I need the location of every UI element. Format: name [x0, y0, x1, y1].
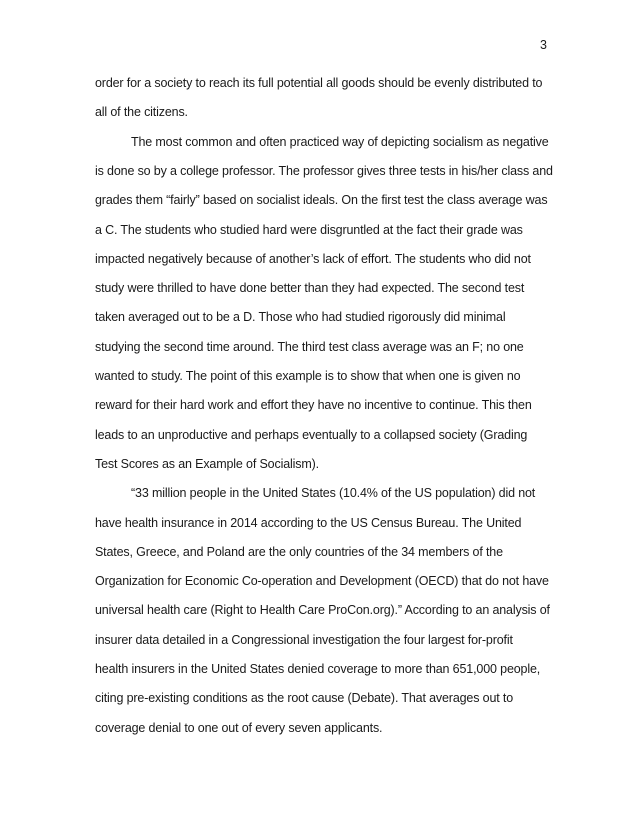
- text-line: leads to an unproductive and perhaps eventually to a collapsed society (Grading: [95, 427, 528, 442]
- text-line: universal health care (Right to Health Care ProCon.org).” According to an analysis of: [95, 603, 550, 618]
- page-number: 3: [540, 38, 547, 52]
- text-line: is done so by a college professor. The professor gives three tests in his/her class and: [95, 163, 553, 178]
- text-line: “33 million people in the United States (10.4% of the US population) did not: [131, 486, 536, 501]
- text-line: taken averaged out to be a D. Those who had studied rigorously did minimal: [95, 310, 506, 325]
- text-line: have health insurance in 2014 according to the US Census Bureau. The United: [95, 515, 522, 530]
- text-line: coverage denial to one out of every seven applicants.: [95, 720, 383, 735]
- text-line: a C. The students who studied hard were disgruntled at the fact their grade was: [95, 222, 523, 237]
- text-line: wanted to study. The point of this example is to show that when one is given no: [95, 369, 521, 383]
- text-line: Organization for Economic Co-operation and Development (OECD) that do not have: [95, 574, 549, 589]
- text-line: studying the second time around. The third test class average was an F; no one: [95, 339, 524, 354]
- text-line: reward for their hard work and effort they have no incentive to continue. This then: [95, 398, 532, 413]
- text-line: citing pre-existing conditions as the root cause (Debate). That averages out to: [95, 691, 514, 706]
- text-line: grades them “fairly” based on socialist ideals. On the first test the class average was: [95, 193, 548, 208]
- text-line: study were thrilled to have done better than they had expected. The second test: [95, 281, 525, 296]
- text-line: health insurers in the United States denied coverage to more than 651,000 people,: [95, 662, 541, 676]
- text-line: insurer data detailed in a Congressional investigation the four largest for-profit: [95, 632, 513, 647]
- text-line: Test Scores as an Example of Socialism).: [95, 456, 319, 471]
- text-line: all of the citizens.: [95, 105, 188, 120]
- text-line: impacted negatively because of another’s lack of effort. The students who did not: [95, 251, 531, 266]
- text-line: The most common and often practiced way of depicting socialism as negative: [131, 134, 549, 149]
- text-line: order for a society to reach its full potential all goods should be evenly distributed to: [95, 76, 543, 90]
- text-line: States, Greece, and Poland are the only countries of the 34 members of the: [95, 544, 503, 559]
